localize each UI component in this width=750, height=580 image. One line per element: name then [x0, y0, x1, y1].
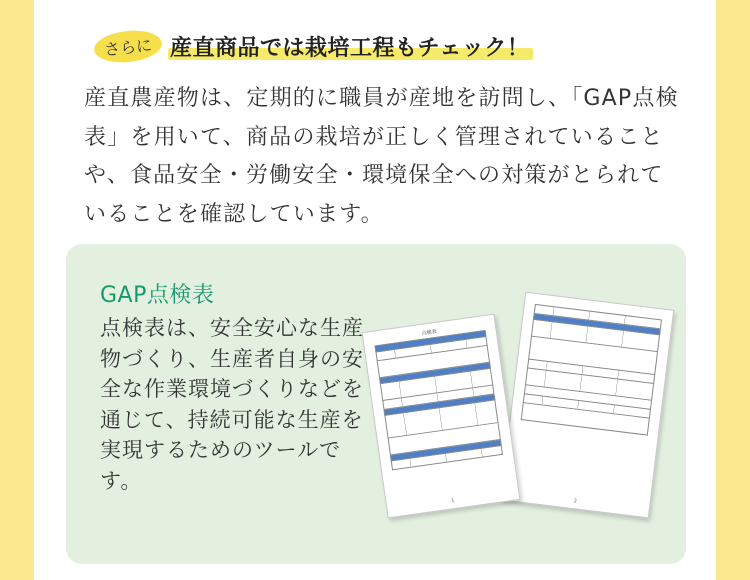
heading-highlight — [170, 31, 529, 62]
section-title: 産直商品では栽培工程もチェック！ — [170, 35, 530, 61]
checklist-document-back — [500, 292, 674, 519]
card-title: GAP点検表 — [100, 283, 215, 308]
card-description: 点検表は、安全安心な生産物づくり、生産者自身の安全な作業環境づくりなどを通じて、持続可能な生産を実現するためのツールです。 — [100, 316, 364, 493]
doc-page-number-front: 1 — [450, 497, 455, 505]
doc-page-number-back: 2 — [573, 498, 578, 505]
doc-title: 点検表 — [421, 328, 438, 337]
intro-paragraph: 産直農産物は、定期的に職員が産地を訪問し、「GAP点検表」を用いて、商品の栽培が正しく管理されていることや、食品安全・労働安全・環境保全への対策がとられていることを確認しています。 — [84, 86, 679, 227]
sarani-badge: さらに — [93, 27, 164, 65]
checklist-document-front — [362, 314, 521, 519]
section-heading — [94, 24, 529, 68]
